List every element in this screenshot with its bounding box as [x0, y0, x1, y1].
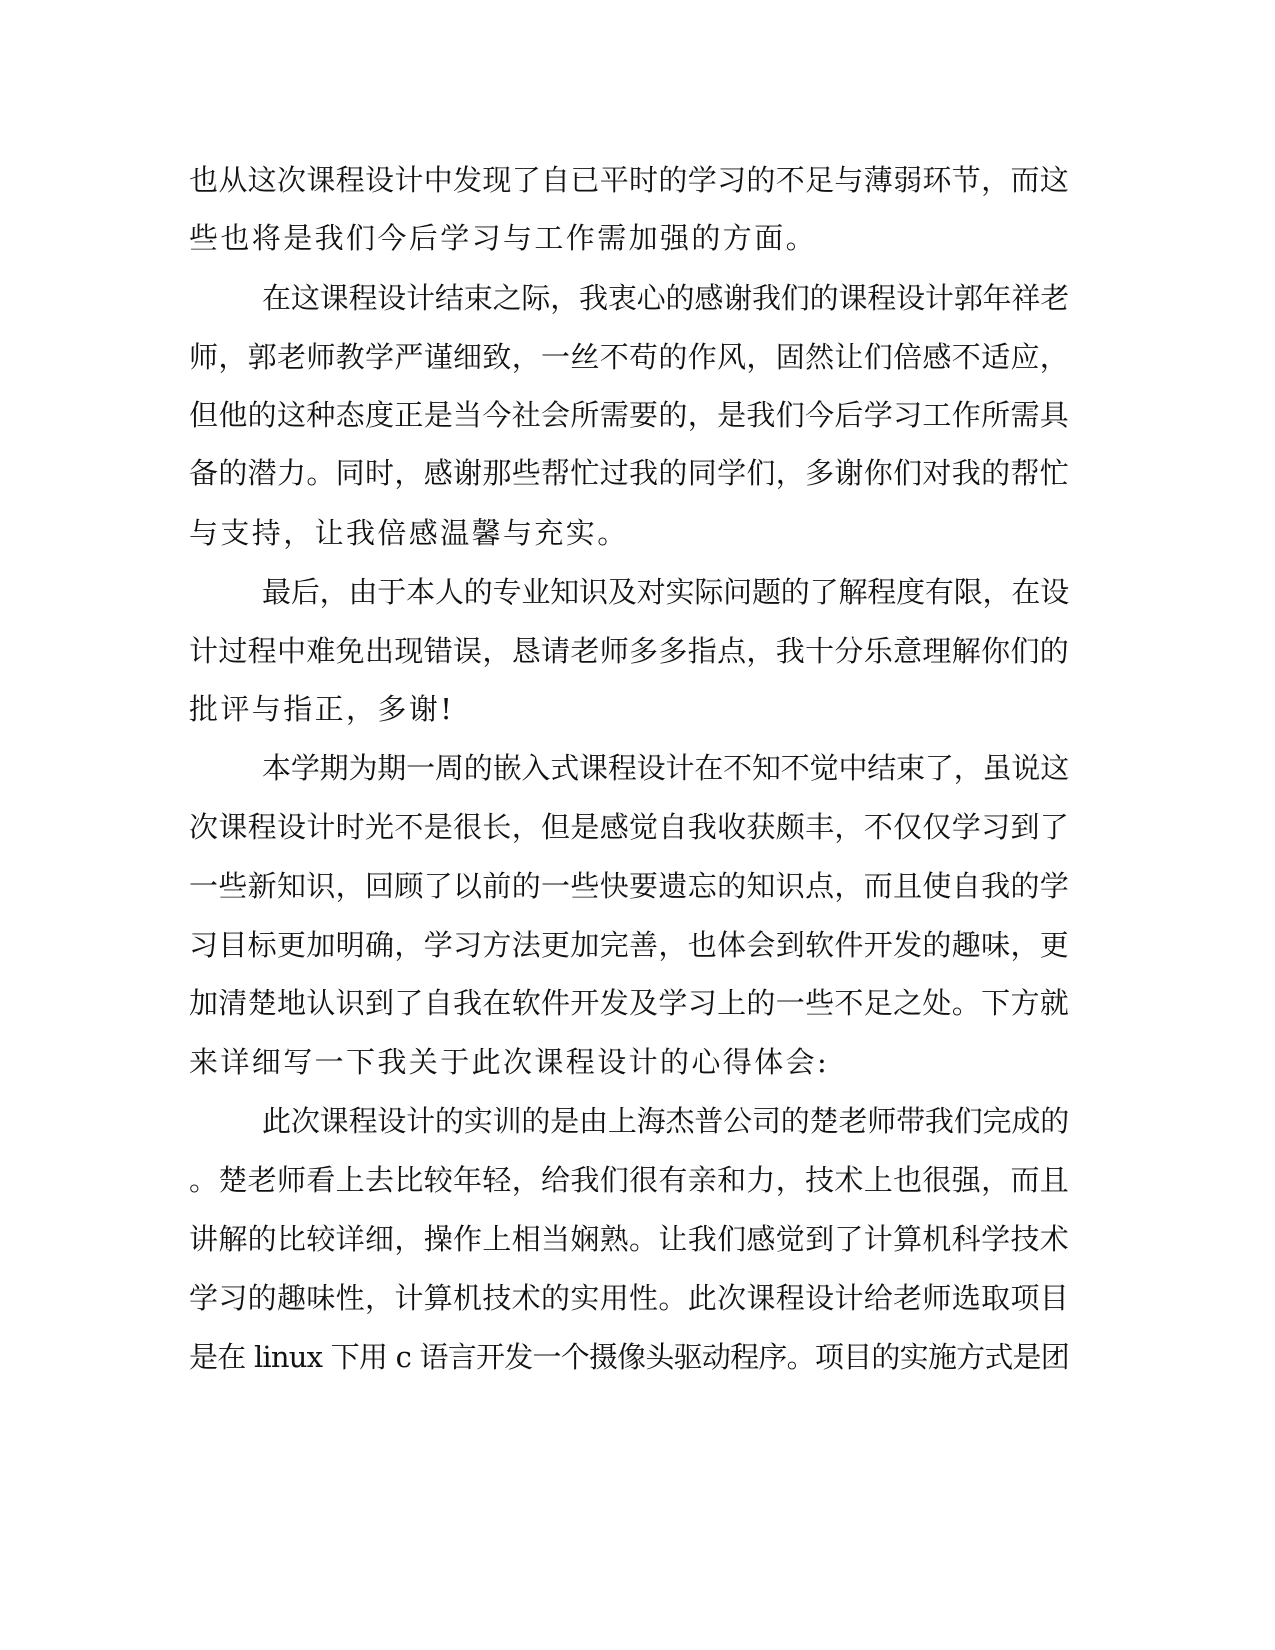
paragraph-first-line: 此次课程设计的实训的是由上海杰普公司的楚老师带我们完成的: [262, 1104, 1069, 1138]
text-line: 计过程中难免出现错误，恳请老师多多指点，我十分乐意理解你们的: [189, 634, 1069, 668]
text-line: 但他的这种态度正是当今社会所需要的，是我们今后学习工作所需具: [189, 398, 1069, 432]
text-line: 。楚老师看上去比较年轻，给我们很有亲和力，技术上也很强，而且: [189, 1163, 1069, 1197]
paragraph-first-line: 最后，由于本人的专业知识及对实际问题的了解程度有限，在设: [262, 575, 1069, 609]
text-line: 些也将是我们今后学习与工作需加强的方面。: [189, 221, 818, 255]
text-line: 也从这次课程设计中发现了自已平时的学习的不足与薄弱环节，而这: [189, 163, 1069, 197]
text-line: 备的潜力。同时，感谢那些帮忙过我的同学们，多谢你们对我的帮忙: [189, 456, 1069, 490]
text-line: 批评与指正，多谢!: [189, 692, 455, 726]
text-line: 一些新知识，回顾了以前的一些快要遗忘的知识点，而且使自我的学: [189, 869, 1069, 903]
text-line: 学习的趣味性，计算机技术的实用性。此次课程设计给老师选取项目: [189, 1281, 1069, 1315]
text-line: 来详细写一下我关于此次课程设计的心得体会:: [189, 1045, 830, 1079]
text-line: 讲解的比较详细，操作上相当娴熟。让我们感觉到了计算机科学技术: [189, 1222, 1069, 1256]
text-line: 加清楚地认识到了自我在软件开发及学习上的一些不足之处。下方就: [189, 986, 1069, 1020]
text-line: 习目标更加明确，学习方法更加完善，也体会到软件开发的趣味，更: [189, 928, 1069, 962]
paragraph-first-line: 本学期为期一周的嵌入式课程设计在不知不觉中结束了，虽说这: [262, 751, 1069, 785]
paragraph-first-line: 在这课程设计结束之际，我衷心的感谢我们的课程设计郭年祥老: [262, 281, 1069, 315]
text-line: 师，郭老师教学严谨细致，一丝不苟的作风，固然让们倍感不适应，: [189, 340, 1069, 374]
text-line: 次课程设计时光不是很长，但是感觉自我收获颇丰，不仅仅学习到了: [189, 810, 1069, 844]
text-line: 是在 linux 下用 c 语言开发一个摄像头驱动程序。项目的实施方式是团: [189, 1340, 1069, 1374]
text-line: 与支持，让我倍感温馨与充实。: [189, 516, 629, 550]
